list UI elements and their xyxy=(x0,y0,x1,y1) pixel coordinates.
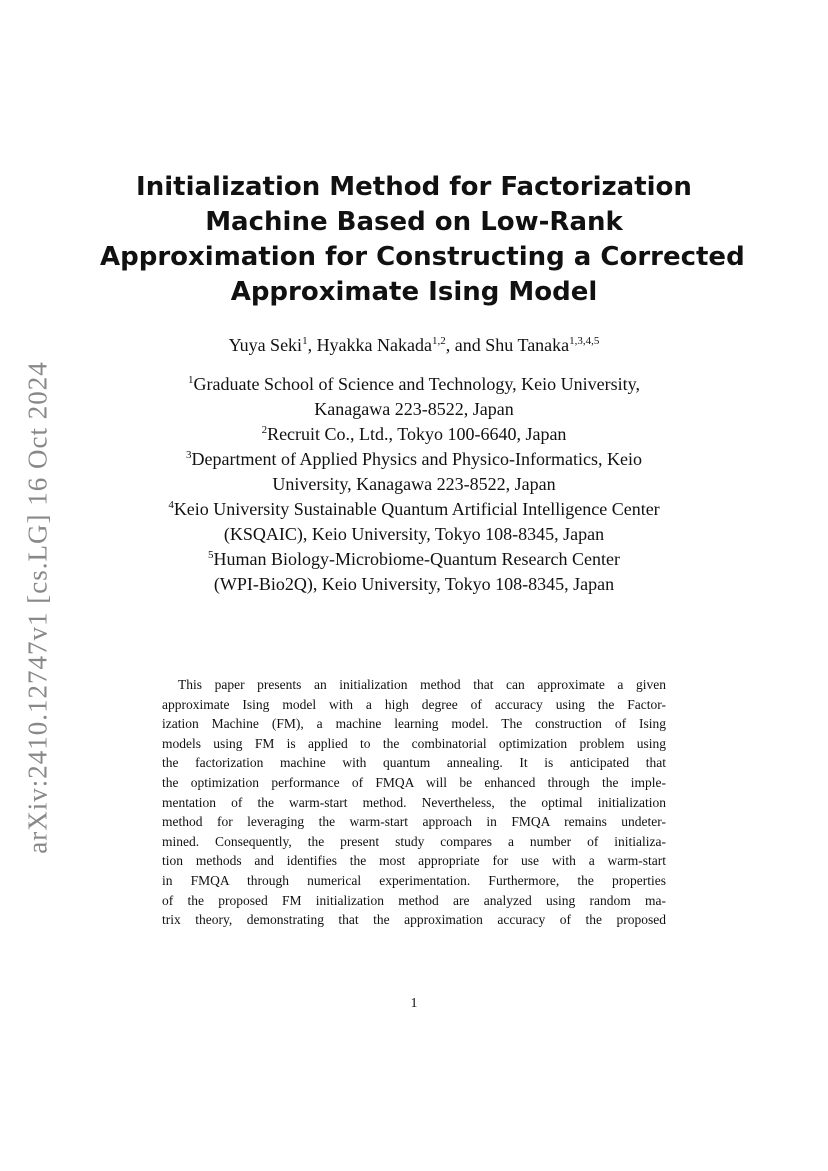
author-name: Hyakka Nakada xyxy=(316,335,433,355)
abstract-line: in FMQA through numerical experimentation. Furthermore, the properties xyxy=(162,872,666,888)
affiliation-line xyxy=(100,447,728,472)
abstract-line: the optimization performance of FMQA will be enhanced through the imple- xyxy=(162,774,666,790)
abstract-line: ization Machine (FM), a machine learning model. The construction of Ising xyxy=(162,716,666,732)
affiliation-line xyxy=(100,497,728,522)
affiliation-text: Recruit Co., Ltd., Tokyo 100-6640, Japan xyxy=(267,424,567,444)
affiliation-line xyxy=(100,472,728,497)
author-separator: , and xyxy=(445,335,486,355)
abstract-line: tion methods and identifies the most appropriate for use with a warm-start xyxy=(162,853,666,869)
affiliation-line xyxy=(100,372,728,397)
affiliation-text: Graduate School of Science and Technology, Keio University, xyxy=(193,374,640,394)
affiliation-marker: 2 xyxy=(261,424,268,436)
author-separator: , xyxy=(307,335,317,355)
affiliation-text: University, Kanagawa 223-8522, Japan xyxy=(272,474,556,494)
abstract-line: mentation of the warm-start method. Nevertheless, the optimal initialization xyxy=(162,794,666,810)
abstract-line: approximate Ising model with a high degree of accuracy using the Factor- xyxy=(162,696,666,712)
affiliation-text: Department of Applied Physics and Physico-Informatics, Keio xyxy=(191,449,642,469)
abstract-line: This paper presents an initialization method that can approximate a given xyxy=(178,677,666,692)
abstract xyxy=(162,675,666,930)
affiliation-text: (WPI-Bio2Q), Keio University, Tokyo 108-8345, Japan xyxy=(213,574,615,594)
abstract-line: the factorization machine with quantum annealing. It is anticipated that xyxy=(162,755,666,771)
arxiv-identifier-stamp xyxy=(10,360,66,854)
author-affiliation-marker: 1,3,4,5 xyxy=(569,335,600,347)
affiliation-marker: 1 xyxy=(188,374,194,386)
abstract-line: of the proposed FM initialization method are analyzed using random ma- xyxy=(162,892,666,908)
paper-title xyxy=(100,170,745,310)
affiliation-line xyxy=(100,522,728,547)
title-line: Approximation for Constructing a Corrected xyxy=(100,242,745,272)
affiliation-line xyxy=(100,572,728,597)
affiliation-line xyxy=(100,397,728,422)
affiliation-text: Human Biology-Microbiome-Quantum Research Center xyxy=(213,549,620,569)
affiliation-line xyxy=(100,422,728,447)
title-line: Approximate Ising Model xyxy=(230,277,598,307)
title-line: Machine Based on Low-Rank xyxy=(205,207,623,237)
abstract-line: method for leveraging the warm-start approach in FMQA remains undeter- xyxy=(162,814,666,830)
arxiv-identifier-text: arXiv:2410.12747v1 [cs.LG] 16 Oct 2024 xyxy=(22,360,53,854)
author-affiliation-marker: 1 xyxy=(302,335,308,347)
affiliation-list xyxy=(100,372,728,597)
affiliation-text: (KSQAIC), Keio University, Tokyo 108-8345, Japan xyxy=(223,524,605,544)
abstract-line: models using FM is applied to the combinatorial optimization problem using xyxy=(162,735,666,751)
affiliation-text: Kanagawa 223-8522, Japan xyxy=(314,399,514,419)
author-affiliation-marker: 1,2 xyxy=(432,335,446,347)
author-list xyxy=(100,333,728,357)
affiliation-line xyxy=(100,547,728,572)
affiliation-text: Keio University Sustainable Quantum Artificial Intelligence Center xyxy=(173,499,660,519)
abstract-line: mined. Consequently, the present study compares a number of initializa- xyxy=(162,833,666,849)
affiliation-marker: 5 xyxy=(208,549,214,561)
page-number: 1 xyxy=(410,996,418,1011)
title-line: Initialization Method for Factorization xyxy=(136,172,692,202)
abstract-line: trix theory, demonstrating that the approximation accuracy of the proposed xyxy=(162,912,666,928)
author-name: Yuya Seki xyxy=(228,335,303,355)
affiliation-marker: 4 xyxy=(168,499,174,511)
affiliation-marker: 3 xyxy=(186,449,192,461)
author-name: Shu Tanaka xyxy=(485,335,570,355)
